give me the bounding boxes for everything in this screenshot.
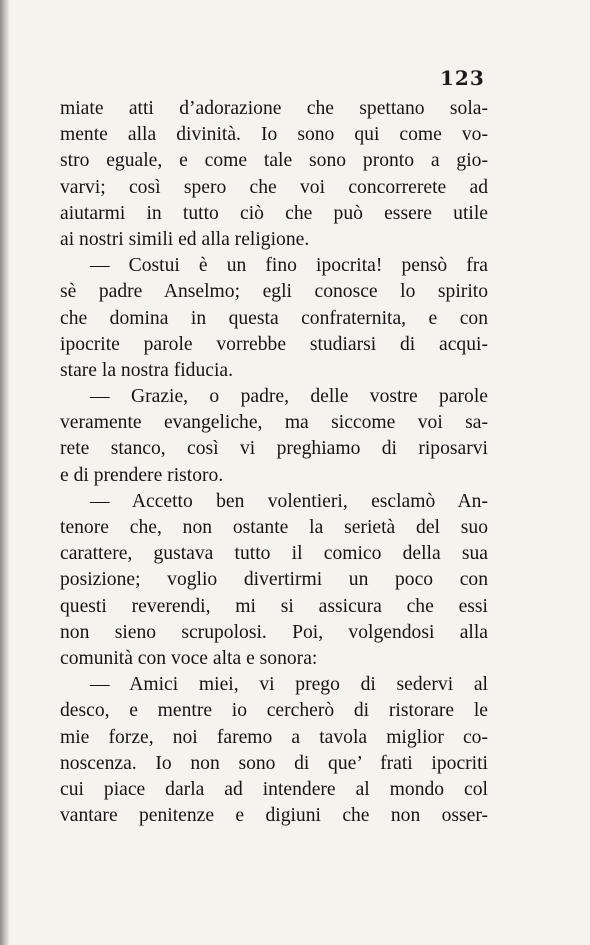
text-line: — Costui è un fino ipocrita! pensò fra — [90, 255, 488, 277]
text-line: stare la nostra fiducia. — [60, 359, 234, 381]
text-line: stro eguale, e come tale sono pronto a gio- — [60, 150, 488, 172]
text-line: — Amici miei, vi prego di sedervi al — [90, 674, 488, 696]
text-line: desco, e mentre io cercherò di ristorare le — [60, 700, 488, 722]
text-line: tenore che, non ostante la serietà del suo — [60, 517, 488, 538]
text-line: mente alla divinità. Io sono qui come vo- — [60, 124, 488, 146]
text-line: varvi; così spero che voi concorrerete ad — [60, 176, 488, 198]
text-line: e di prendere ristoro. — [60, 464, 224, 486]
text-line: — Grazie, o padre, delle vostre parole — [90, 386, 488, 408]
text-line: che domina in questa confraternita, e con — [60, 307, 488, 329]
text-line: posizione; voglio divertirmi un poco con — [60, 569, 488, 591]
text-line: — Accetto ben volentieri, esclamò An- — [90, 490, 488, 512]
text-line: non sieno scrupolosi. Poi, volgendosi alla — [60, 621, 488, 643]
text-line: cui piace darla ad intendere al mondo col — [60, 778, 488, 800]
text-line: mie forze, noi faremo a tavola miglior co- — [60, 726, 488, 748]
text-line: noscenza. Io non sono di que’ frati ipocriti — [60, 752, 488, 774]
text-line: ai nostri simili ed alla religione. — [60, 228, 310, 250]
text-line: sè padre Anselmo; egli conosce lo spirito — [60, 281, 488, 303]
page-binding-edge — [0, 0, 10, 945]
page-number: 123 — [440, 66, 485, 90]
text-line: vantare penitenze e digiuni che non osser- — [60, 805, 488, 827]
text-line: miate atti d’adorazione che spettano sola- — [60, 98, 488, 119]
text-line: questi reverendi, mi si assicura che essi — [60, 595, 488, 617]
text-line: carattere, gustava tutto il comico della sua — [60, 543, 488, 565]
text-line: comunità con voce alta e sonora: — [60, 647, 318, 669]
text-line: aiutarmi in tutto ciò che può essere utile — [60, 202, 488, 224]
text-line: veramente evangeliche, ma siccome voi sa- — [60, 412, 488, 434]
text-line: rete stanco, così vi preghiamo di riposarvi — [60, 438, 488, 460]
text-line: ipocrite parole vorrebbe studiarsi di acqui- — [60, 333, 488, 355]
body-text — [60, 96, 488, 829]
